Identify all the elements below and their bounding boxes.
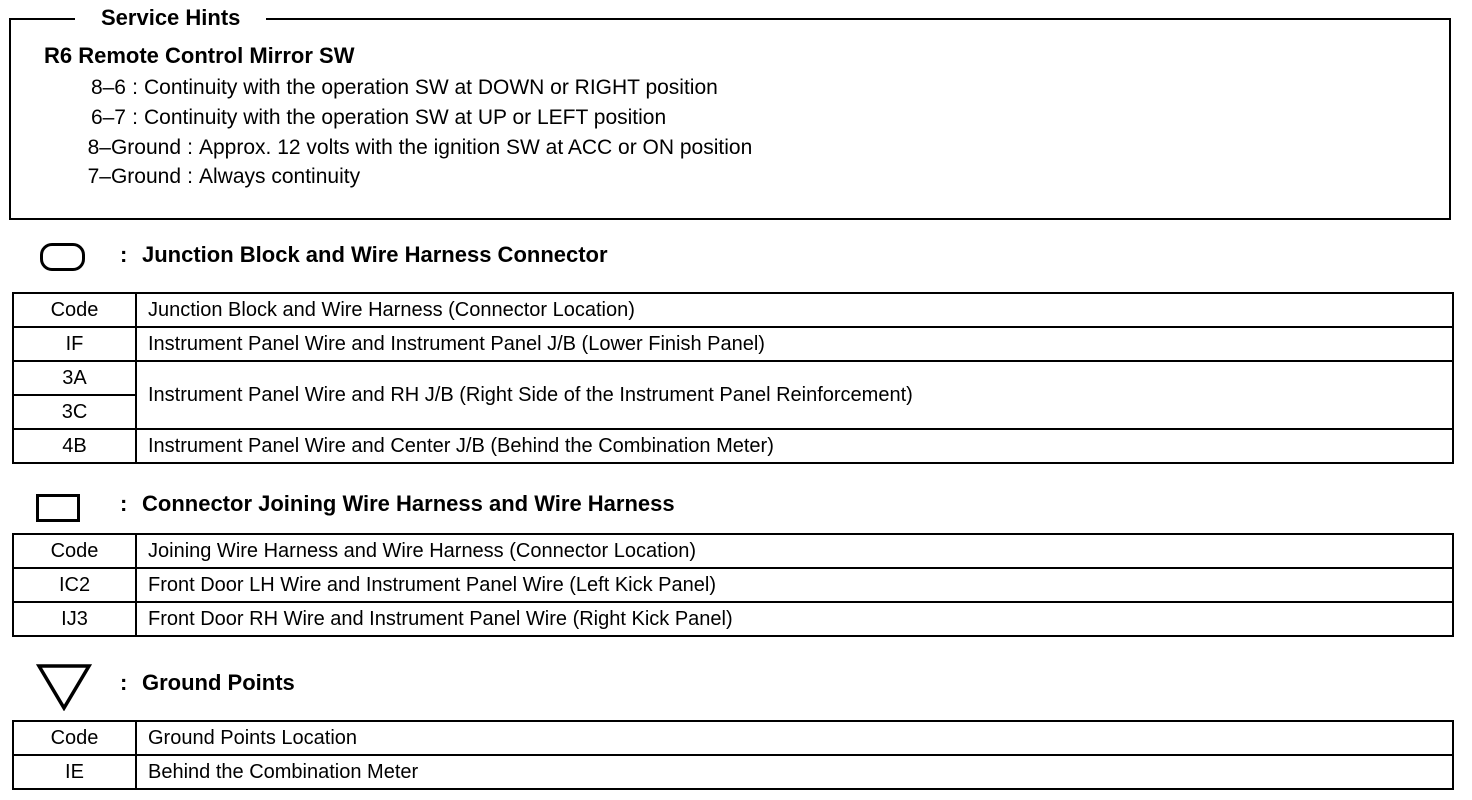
table-row (13, 755, 1453, 789)
code-cell: 3A (13, 361, 136, 395)
junction-table (12, 292, 1454, 464)
ground-table (12, 720, 1454, 790)
table-row (13, 429, 1453, 463)
code-header: Code (13, 534, 136, 568)
rectangle-connector-icon (36, 494, 80, 522)
hint-term: 7–Ground (87, 165, 181, 188)
hint-description: Always continuity (199, 165, 361, 188)
hint-term: 8–Ground (87, 136, 181, 159)
joining-section-title: : Connector Joining Wire Harness and Wire Harness (120, 491, 675, 516)
location-cell: Behind the Combination Meter (136, 755, 1453, 789)
hint-separator: : (187, 136, 193, 159)
oval-connector-icon (40, 243, 85, 271)
code-cell: 4B (13, 429, 136, 463)
code-cell: IJ3 (13, 602, 136, 636)
service-hints-heading: R6 Remote Control Mirror SW (44, 43, 355, 68)
location-cell: Instrument Panel Wire and Center J/B (Behind the Combination Meter) (136, 429, 1453, 463)
ground-section-title: : Ground Points (120, 670, 295, 695)
code-header: Code (13, 293, 136, 327)
hint-description: Continuity with the operation SW at DOWN or RIGHT position (144, 76, 718, 99)
location-cell: Instrument Panel Wire and Instrument Panel J/B (Lower Finish Panel) (136, 327, 1453, 361)
hint-description: Continuity with the operation SW at UP or LEFT position (144, 106, 667, 129)
location-cell: Front Door RH Wire and Instrument Panel Wire (Right Kick Panel) (136, 602, 1453, 636)
hint-term: 8–6 (90, 76, 126, 99)
location-cell: Instrument Panel Wire and RH J/B (Right Side of the Instrument Panel Reinforcement) (136, 361, 1453, 429)
table-row (13, 361, 1453, 395)
table-header-row (13, 721, 1453, 755)
hint-term: 6–7 (90, 106, 126, 129)
location-cell: Front Door LH Wire and Instrument Panel Wire (Left Kick Panel) (136, 568, 1453, 602)
code-cell: 3C (13, 395, 136, 429)
location-header: Joining Wire Harness and Wire Harness (Connector Location) (136, 534, 1453, 568)
hint-separator: : (187, 165, 193, 188)
table-row (13, 568, 1453, 602)
junction-section-title: : Junction Block and Wire Harness Connector (120, 242, 608, 267)
hint-separator: : (132, 106, 138, 129)
triangle-ground-icon (36, 663, 92, 711)
code-cell: IE (13, 755, 136, 789)
hint-line (67, 134, 752, 162)
code-cell: IF (13, 327, 136, 361)
location-header: Junction Block and Wire Harness (Connector Location) (136, 293, 1453, 327)
service-hints-title: Service Hints (75, 4, 266, 32)
table-row (13, 327, 1453, 361)
hint-description: Approx. 12 volts with the ignition SW at ACC or ON position (199, 136, 753, 159)
table-row (13, 602, 1453, 636)
table-header-row (13, 293, 1453, 327)
location-header: Ground Points Location (136, 721, 1453, 755)
hint-line (80, 74, 718, 102)
hint-line (80, 104, 666, 132)
code-cell: IC2 (13, 568, 136, 602)
joining-table (12, 533, 1454, 637)
hint-separator: : (132, 76, 138, 99)
hint-line (67, 163, 360, 191)
code-header: Code (13, 721, 136, 755)
table-header-row (13, 534, 1453, 568)
